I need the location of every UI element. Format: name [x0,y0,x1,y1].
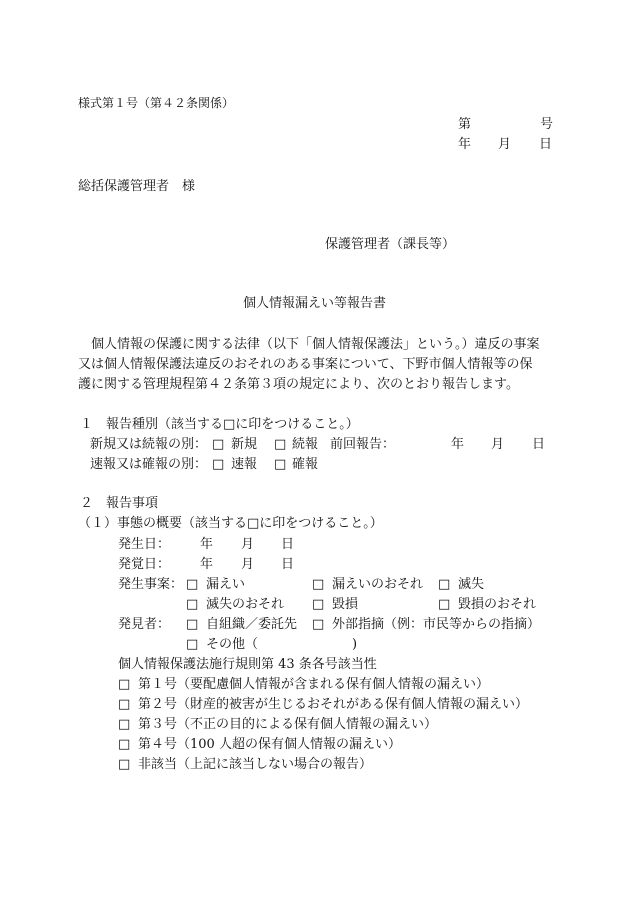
event-damage-risk: 毀損のおそれ [458,597,537,612]
prev-year: 年 [451,437,465,452]
new-or-cont-label: 新規又は続報の別： [90,437,208,452]
intro-line-3: 護に関する管理規程第４２条第３項の規定により、次のとおり報告します。 [78,377,519,392]
rule-checkbox-1[interactable]: □ [118,677,131,692]
event-leak-risk: 漏えいのおそれ [332,577,424,592]
rule-checkbox-4[interactable]: □ [118,737,131,752]
section1-heading: １ 報告種別（該当する□に印をつけること。） [80,417,359,432]
rule-2: 第２号（財産的被害が生じるおそれがある保有個人情報の漏えい） [138,697,529,712]
form-number: 様式第１号（第４２条関係） [78,96,235,110]
prev-day: 日 [532,437,546,452]
quick-or-final-label: 速報又は確報の別： [90,457,208,472]
doc-date-month: 月 [498,137,512,152]
final-checkbox[interactable]: □ [274,457,287,472]
doc-date-day: 日 [539,137,553,152]
event-checkbox-loss-risk[interactable]: □ [186,597,199,612]
discovered-label: 発覚日： [118,557,171,572]
rule-none: 非該当（上記に該当しない場合の報告） [138,757,373,772]
doc-number-prefix: 第 [458,117,472,132]
occurred-year: 年 [200,537,214,552]
discoverer-other-close: ) [352,637,358,652]
discovered-day: 日 [281,557,295,572]
sender: 保護管理者（課長等） [325,237,456,252]
new-label: 新規 [231,437,258,452]
event-damage: 毀損 [332,597,359,612]
occurred-month: 月 [241,537,255,552]
event-checkbox-leak-risk[interactable]: □ [312,577,325,592]
occurred-day: 日 [281,537,295,552]
cont-checkbox[interactable]: □ [274,437,287,452]
section2-heading: ２ 報告事項 [80,496,159,511]
doc-date-year: 年 [458,137,472,152]
addressee: 総括保護管理者 様 [78,179,196,194]
rule-4: 第４号（100 人超の保有個人情報の漏えい） [138,737,401,752]
discoverer-self: 自組織／委託先 [206,617,298,632]
rule-checkbox-2[interactable]: □ [118,697,131,712]
discoverer-checkbox-self[interactable]: □ [186,617,199,632]
discoverer-other: その他（ [206,637,259,652]
prev-month: 月 [491,437,505,452]
cont-label: 続報 [292,437,319,452]
rule-checkbox-3[interactable]: □ [118,717,131,732]
event-checkbox-damage-risk[interactable]: □ [438,597,451,612]
prev-report-label: 前回報告： [330,437,396,452]
discovered-month: 月 [241,557,255,572]
event-loss-risk: 滅失のおそれ [206,597,285,612]
rule-checkbox-none[interactable]: □ [118,757,131,772]
page-title: 個人情報漏えい等報告書 [243,296,387,311]
discoverer-checkbox-external[interactable]: □ [312,617,325,632]
event-leak: 漏えい [206,577,246,592]
discoverer-external: 外部指摘（例：市民等からの指摘） [332,617,541,632]
discoverer-checkbox-other[interactable]: □ [186,637,199,652]
discoverer-label: 発見者： [118,617,171,632]
discovered-year: 年 [200,557,214,572]
quick-label: 速報 [231,457,258,472]
event-checkbox-loss[interactable]: □ [438,577,451,592]
doc-number-suffix: 号 [540,117,554,132]
quick-checkbox[interactable]: □ [212,457,225,472]
new-checkbox[interactable]: □ [212,437,225,452]
event-loss: 滅失 [458,577,485,592]
sub1-heading: （１）事態の概要（該当する□に印をつけること。） [78,516,383,531]
final-label: 確報 [292,457,319,472]
intro-line-1: 個人情報の保護に関する法律（以下「個人情報保護法」という。）違反の事案 [78,337,540,352]
rule-heading: 個人情報保護法施行規則第 43 条各号該当性 [118,657,377,672]
rule-1: 第１号（要配慮個人情報が含まれる保有個人情報の漏えい） [138,677,490,692]
intro-line-2: 又は個人情報保護法違反のおそれのある事案について、下野市個人情報等の保 [78,357,533,372]
event-label: 発生事案： [118,577,184,592]
event-checkbox-leak[interactable]: □ [186,577,199,592]
event-checkbox-damage[interactable]: □ [312,597,325,612]
occurred-label: 発生日： [118,537,171,552]
rule-3: 第３号（不正の目的による保有個人情報の漏えい） [138,717,438,732]
